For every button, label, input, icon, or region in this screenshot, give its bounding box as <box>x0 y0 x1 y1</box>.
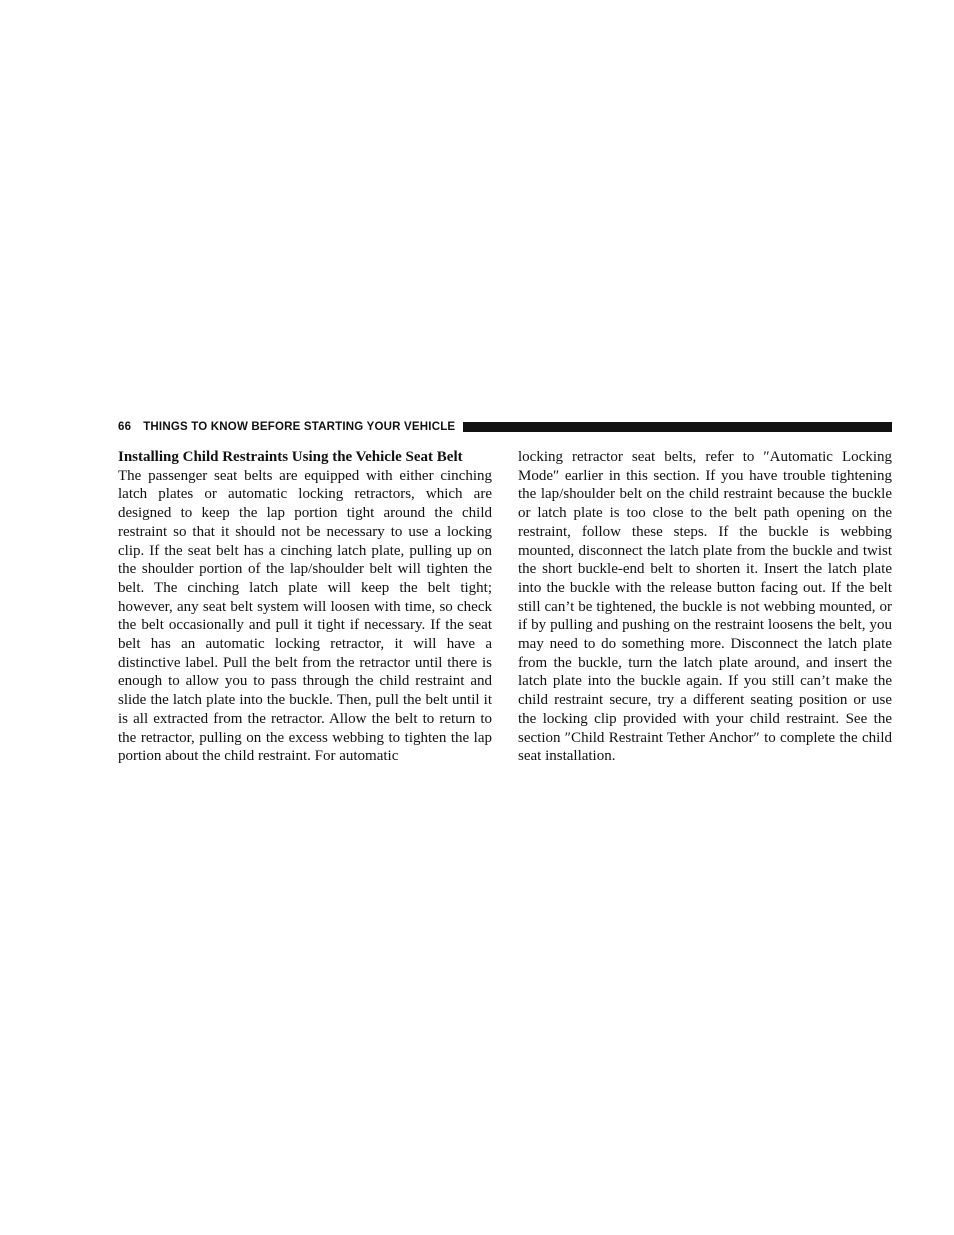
right-column <box>518 448 892 766</box>
page-header <box>118 419 892 435</box>
header-rule <box>463 422 892 432</box>
left-column <box>118 448 492 766</box>
page-number: 66 <box>118 421 132 433</box>
subsection-heading: Installing Child Restraints Using the Vehicle Seat Belt <box>118 449 463 465</box>
section-title: THINGS TO KNOW BEFORE STARTING YOUR VEHICLE <box>143 421 456 433</box>
body-paragraph: The passenger seat belts are equipped with either cinching latch plates or automatic locking retractors, which are designed to keep the lap portion tight around the child restraint so that it should not be necessary to use a locking clip. If the seat belt has a cinching latch plate, pulling up on the shoulder portion of the lap/shoulder belt will tighten the belt. The cinching latch plate will keep the belt tight; however, any seat belt system will loosen with time, so check the belt occasionally and pull it tight if necessary. If the seat belt has an automatic locking retractor, it will have a distinctive label. Pull the belt from the retractor until there is enough to allow you to pass through the child restraint and slide the latch plate into the buckle. Then, pull the belt until it is all extracted from the retractor. Allow the belt to return to the retractor, pulling on the excess webbing to tighten the lap portion about the child restraint. For automatic <box>118 467 492 765</box>
body-paragraph-continued: locking retractor seat belts, refer to ″Automatic Locking Mode″ earlier in this section. If you have trouble tightening the lap/shoulder belt on the child restraint because the buckle or latch plate is too close to the belt path opening on the restraint, follow these steps. If the buckle is webbing mounted, disconnect the latch plate from the buckle and twist the short buckle-end belt to shorten it. Insert the latch plate into the buckle with the release button facing out. If the belt still can’t be tightened, the buckle is not webbing mounted, or if by pulling and pushing on the restraint loosens the belt, you may need to do something more. Disconnect the latch plate from the buckle, turn the latch plate around, and insert the latch plate into the buckle again. If you still can’t make the child restraint secure, try a different seating position or use the locking clip provided with your child restraint. See the section ″Child Restraint Tether Anchor″ to complete the child seat installation. <box>518 449 892 765</box>
